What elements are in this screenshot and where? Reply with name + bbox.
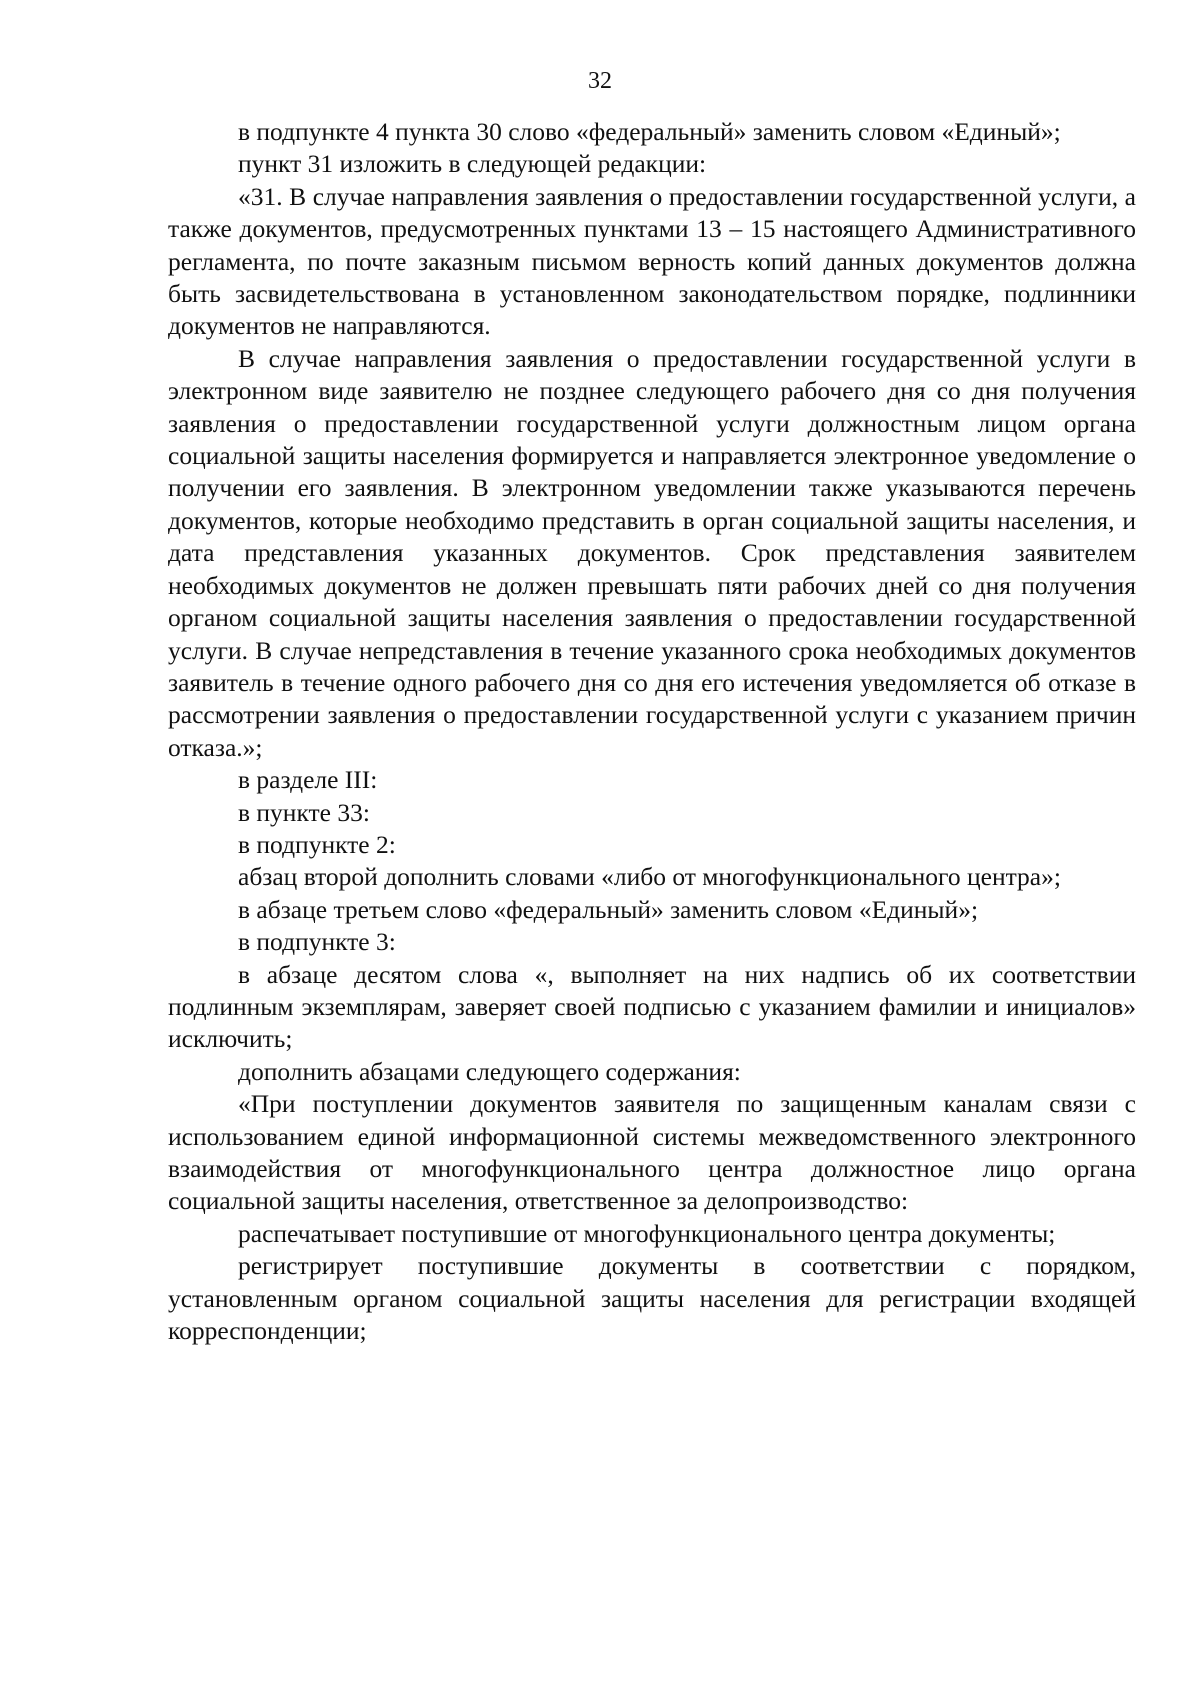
paragraph: В случае направления заявления о предоставлении государственной услуги в электронном виде заявителю не позднее следующего рабочего дня со дня получения заявления о предоставлении государственной услуги должностным лицом органа социальной защиты населения формируется и направляется электронное уведомление о получении его заявления. В электронном уведомлении также указываются перечень документов, которые необходимо представить в орган социальной защиты населения, и дата представления указанных документов. Срок представления заявителем необходимых документов не должен превышать пяти рабочих дней со дня получения органом социальной защиты населения заявления о предоставлении государственной услуги. В случае непредставления в течение указанного срока необходимых документов заявитель в течение одного рабочего дня со дня его истечения уведомляется об отказе в рассмотрении заявления о предоставлении государственной услуги с указанием причин отказа.»; <box>168 343 1136 762</box>
paragraph: распечатывает поступившие от многофункционального центра документы; <box>238 1218 1056 1248</box>
paragraph: в пункте 33: <box>238 797 370 827</box>
paragraph: регистрирует поступившие документы в соответствии с порядком, установленным органом социальной защиты населения для регистрации входящей корреспонденции; <box>168 1251 1136 1346</box>
paragraph: в подпункте 3: <box>238 927 396 957</box>
paragraph: пункт 31 изложить в следующей редакции: <box>238 149 707 179</box>
paragraph: «При поступлении документов заявителя по защищенным каналам связи с использованием единой информационной системы межведомственного электронного взаимодействия от многофункционального центра должностное лицо органа социальной защиты населения, ответственное за делопроизводство: <box>168 1089 1136 1216</box>
paragraph: в абзаце третьем слово «федеральный» заменить словом «Единый»; <box>238 894 979 924</box>
paragraph: абзац второй дополнить словами «либо от многофункционального центра»; <box>238 862 1061 892</box>
paragraph: дополнить абзацами следующего содержания: <box>238 1056 741 1086</box>
paragraph: в разделе III: <box>238 765 378 795</box>
paragraph: в подпункте 4 пункта 30 слово «федеральный» заменить словом «Единый»; <box>238 117 1061 146</box>
document-body <box>168 116 1136 1347</box>
paragraph: в абзаце десятом слова «, выполняет на них надпись об их соответствии подлинным экземплярам, заверяет своей подписью с указанием фамилии и инициалов» исключить; <box>168 959 1136 1054</box>
paragraph: «31. В случае направления заявления о предоставлении государственной услуги, а также документов, предусмотренных пунктами 13 – 15 настоящего Административного регламента, по почте заказным письмом верность копий данных документов должна быть засвидетельствована в установленном законодательством порядке, подлинники документов не направляются. <box>168 181 1136 341</box>
paragraph: в подпункте 2: <box>238 829 396 859</box>
page-number: 32 <box>588 68 612 94</box>
